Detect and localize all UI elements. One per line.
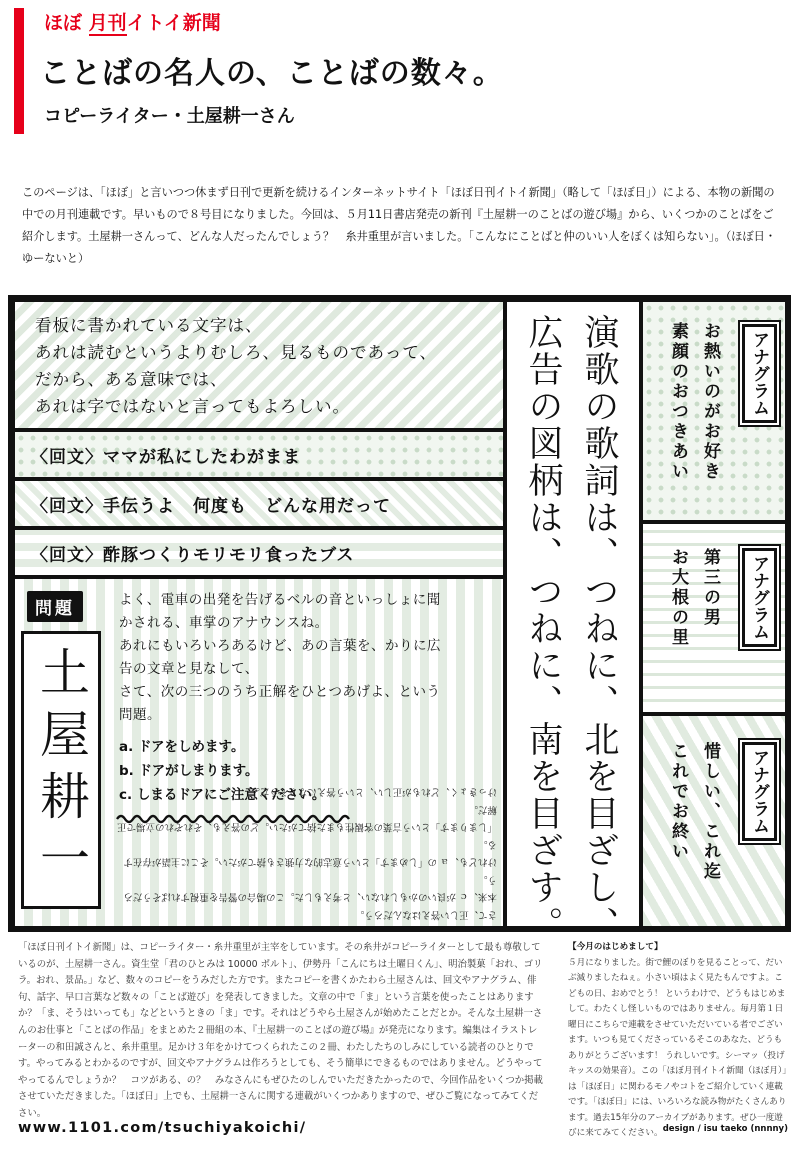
anagram-phrase-b: お大根の里: [668, 548, 688, 648]
anagram-tag: アナグラム: [742, 548, 777, 647]
enka-line-north: 演歌の歌詞は、つねに、北を目ざし、: [579, 314, 619, 943]
option-c: c. しまるドアにご注意ください。: [119, 787, 326, 803]
brand-logo: [44, 8, 221, 35]
option-a: a. ドアをしめます。: [119, 739, 245, 755]
question-line: かされる、車掌のアナウンスね。: [119, 615, 329, 631]
quote-line: あれは読むというよりむしろ、見るものであって、: [35, 343, 438, 362]
byline: コピーライター・土屋耕一さん: [44, 106, 295, 127]
anagram-cell: [640, 521, 788, 715]
author-name-box: [21, 631, 101, 909]
anagram-phrase-b: これでお終い: [668, 742, 688, 862]
intro-paragraph: このページは、「ほぼ」と言いつつ休まず日刊で更新を続けるインターネットサイト「ほぼ日刊イトイ新聞」（略して「ほぼ日」）による、本物の新聞の中での月刊連載です。早いもので８号目になりました。今回は、５月11日書店発売の新刊『土屋耕一のことばの遊び場』から、いくつかのことばをご紹介します。土屋耕一さんって、どんな人だったんでしょう？ 糸井重里が言いました。「こんなにことばと仲のいい人をぼくは知らない」。（ほぼ日・ゆーないと）: [22, 186, 777, 265]
site-url-link[interactable]: www.1101.com/tsuchiyakoichi/: [18, 1120, 307, 1136]
answer-line: 本来、ｃ が良いのかもしれない、と考えもした。この場合の警告を重視すればそうだろう。: [123, 874, 497, 903]
answer-line: けっきょく、どれもが正しい、という答えになりそうだ。: [250, 786, 497, 798]
quote-line: 看板に書かれている文字は、: [35, 316, 263, 335]
answer-line: けれども、ａ の「しめます」という意志的な力強さも捨てがたい。そこに主語が存在する。: [123, 839, 497, 868]
sidebar-body: ５月になりました。街で鯉のぼりを見ることって、だいぶ減りましたねぇ。小さい頃はよく見たもんですよ。こどもの日、おめでとう！ というわけで、どうもはじめまして。わたくし怪しいものではありません。毎月第１日曜日にこちらで連載をさせていただいている者でございます。いつも見てくださっているそこのあなた、どうもありがとうございます！ うれしいです。シーマッ（投げキッスの効果音）。この「ほぼ月刊イトイ新聞（ほぼ月）」は「ほぼ日」に関わるモノやコトをご紹介していく連載です。「ほぼ日」には、いろいろな読み物がたくさんあります。過去15年分のアーカイブがあります。ぜひ一度遊びに来てみてください。: [568, 957, 787, 1138]
quiz-question: [119, 589, 499, 727]
answer-line: さて、正しい答えはなんだろう。: [354, 909, 497, 920]
question-line: 告の文章と見なして、: [119, 661, 259, 677]
kaibun-row: [12, 429, 506, 480]
quote-line: だから、ある意味では、: [35, 370, 228, 389]
red-accent-bar: [14, 8, 24, 134]
anagram-phrase-a: お熱いのがお好き: [700, 322, 720, 482]
question-line: さて、次の三つのうち正解をひとつあげよ、という: [119, 684, 441, 700]
kaibun-row: [12, 527, 506, 578]
footer-article: 「ほぼ日刊イトイ新聞」は、コピーライター・糸井重里が主宰をしています。その糸井がコピーライターとして最も尊敬しているのが、土屋耕一さん。資生堂「君のひとみは 10000 ボルト」、伊勢丹「こんにちは土曜日くん」、明治製菓「おれ、ゴリラ。おれ、景品。」など、数々のコピーをうみだした方です。またコピーを書くかたわら土屋さんは、回文やアナグラム、俳句、話字、早口言葉など数々の「ことば遊び」を発表してきました。文章の中で「ま」という言葉を使ったことはありますか？「ま、そうはいっても」などというときの「ま」です。それはどうやら土屋さんが始めたことだとか。そんな土屋耕一さんのお仕事と「ことばの作品」をまとめた２冊組の本、『土屋耕一のことばの遊び場』が発売になります。編集はイラストレーターの和田誠さんと、糸井重里。足かけ３年をかけてつくられたこの２冊、わたしたちのしみにしている読者のひとりです。やってみるとわかるのですが、回文やアナグラムは作ろうとしても、そう簡単にできるものではありません。どうやってやってるんでしょうか？ コツがある、の？ みなさんにもぜひたのしんでいただきたかったので、今回作品をいくつか掲載させていただきました。「ほぼ日」上でも、土屋耕一さんに関する連載がいくつかありますので、ぜひご覧になってみてください。: [18, 942, 543, 1119]
quote-line: あれは字ではないと言ってもよろしい。: [35, 397, 350, 416]
anagram-phrase-a: 惜しい、これ迄: [700, 742, 720, 882]
enka-cell: [504, 299, 642, 943]
design-credit: design / isu taeko (nnnny): [662, 1124, 788, 1134]
footer-sidebar: [568, 940, 790, 1142]
main-panel: [8, 295, 791, 943]
kaibun-row: [12, 478, 506, 529]
option-b: b. ドアがしまります。: [119, 763, 259, 779]
enka-line-south: 広告の図柄は、つねに、南を目ざす。: [523, 314, 563, 943]
quiz-label: 問題: [27, 591, 83, 622]
brand-monthly: 月刊: [88, 12, 127, 34]
sidebar-title: 【今月のはじめまして】: [568, 942, 663, 952]
anagram-cell: [640, 713, 788, 929]
headline: ことばの名人の、ことばの数々。: [40, 56, 504, 91]
anagram-phrase-a: 第三の男: [700, 548, 720, 628]
question-line: 問題。: [119, 707, 161, 723]
quiz-cell: [12, 576, 506, 929]
quote-cell: [12, 299, 506, 431]
brand-pre: ほぼ: [44, 12, 89, 34]
brand-post: イトイ新聞: [126, 12, 221, 34]
quote-text: [35, 312, 437, 420]
author-name: 土屋耕一: [32, 646, 90, 894]
anagram-cell: [640, 299, 788, 523]
answer-line: 「しまります」という言葉の客観性もまた捨てがたい。どの答えも、それぞれの立場で正解だ。: [116, 804, 497, 833]
kaibun-text: 〈回文〉ママが私にしたわがまま: [31, 447, 301, 467]
anagram-tag: アナグラム: [742, 742, 777, 841]
kaibun-text: 〈回文〉手伝うよ 何度も どんな用だって: [31, 496, 391, 516]
anagram-tag: アナグラム: [742, 324, 777, 423]
anagram-phrase-b: 素顔のおつきあい: [668, 322, 688, 482]
question-line: あれにもいろいろあるけど、あの言葉を、かりに広: [119, 638, 441, 654]
kaibun-text: 〈回文〉酢豚つくりモリモリ食ったブス: [31, 545, 355, 565]
question-line: よく、電車の出発を告げるベルの音といっしょに聞: [119, 592, 441, 608]
